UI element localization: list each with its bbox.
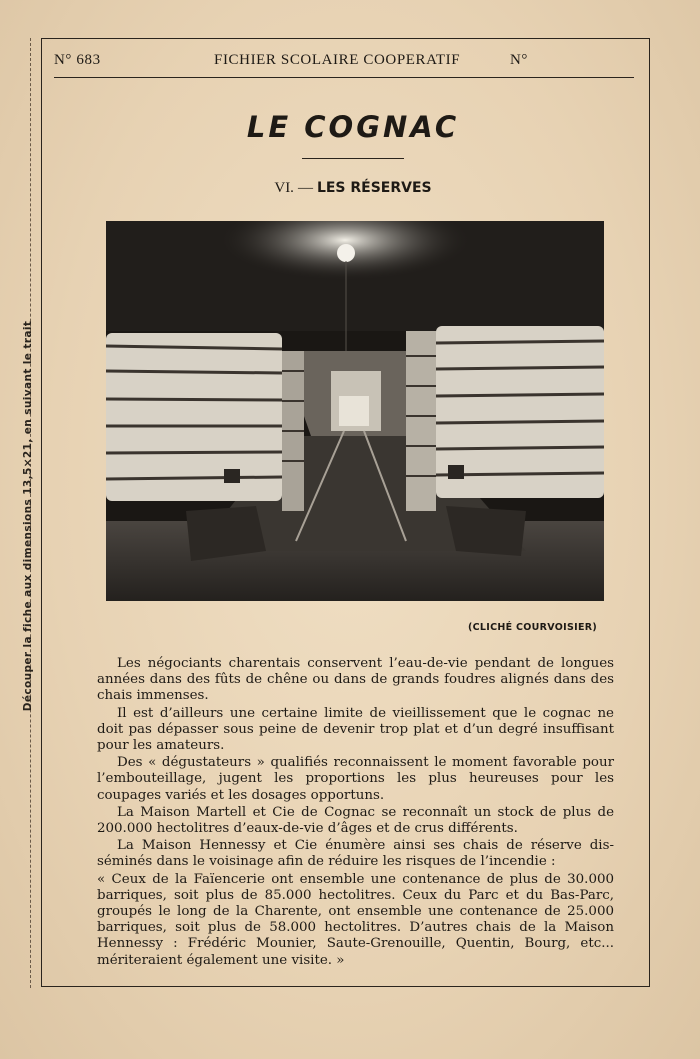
cutting-instruction: Découper la fiche aux dimensions 13,5×21, en suivant le trait bbox=[22, 320, 34, 712]
paragraph: La Maison Martell et Cie de Cognac se reconnaît un stock de plus de 200.000 hectolitres d’eaux-de-vie d’âges et de crus différents. bbox=[97, 804, 614, 837]
card-header bbox=[54, 52, 634, 74]
card-number: N° 683 bbox=[54, 52, 101, 68]
secondary-number: N° bbox=[510, 52, 529, 68]
section-subtitle bbox=[0, 178, 700, 197]
section-separator: — bbox=[297, 180, 313, 196]
cellar-photo bbox=[106, 221, 604, 601]
paragraph: Il est d’ailleurs une certaine limite de vieillissement que le cognac ne doit pas dépasser sous peine de devenir trop plat et d’un degré insuffisant pour les amateurs. bbox=[97, 705, 614, 754]
section-number: VI. bbox=[274, 180, 294, 196]
section-title: LES RÉSERVES bbox=[316, 180, 432, 196]
paragraph: La Maison Hennessy et Cie énumère ainsi ses chais de réserve dis-séminés dans le voisinage afin de réduire les risques de l’incendie : bbox=[97, 838, 614, 870]
page-title: LE COGNAC bbox=[246, 110, 460, 144]
publication-name: FICHIER SCOLAIRE COOPERATIF bbox=[214, 52, 461, 68]
header-rule bbox=[54, 77, 634, 78]
quoted-paragraph: « Ceux de la Faïencerie ont ensemble une contenance de plus de 30.000 barriques, soit plus de 85.000 hectolitres. Ceux du Parc et du Bas-Parc, groupés le long de la Charente, ont ensemble une contenance de 25.000 barriques, soit plus de 58.000 hectolitres. D’autres chais de la Maison Hennessy : Frédéric Mounier, Saute-Grenouille, Quentin, Bourg, etc... mériteraient également une visite. » bbox=[97, 871, 614, 968]
article-body bbox=[97, 656, 614, 970]
paragraph: Des « dégustateurs » qualifiés reconnaissent le moment favorable pour l’embouteillage, jugent les proportions les plus heureuses pour les coupages variés et les dosages opportuns. bbox=[97, 755, 614, 803]
paragraph: Les négociants charentais conservent l’eau-de-vie pendant de longues années dans des fûts de chêne ou dans de grands foudres alignés dans des chais immenses. bbox=[97, 656, 614, 704]
photo-credit: (CLICHÉ COURVOISIER) bbox=[468, 622, 598, 633]
title-rule bbox=[302, 158, 404, 159]
